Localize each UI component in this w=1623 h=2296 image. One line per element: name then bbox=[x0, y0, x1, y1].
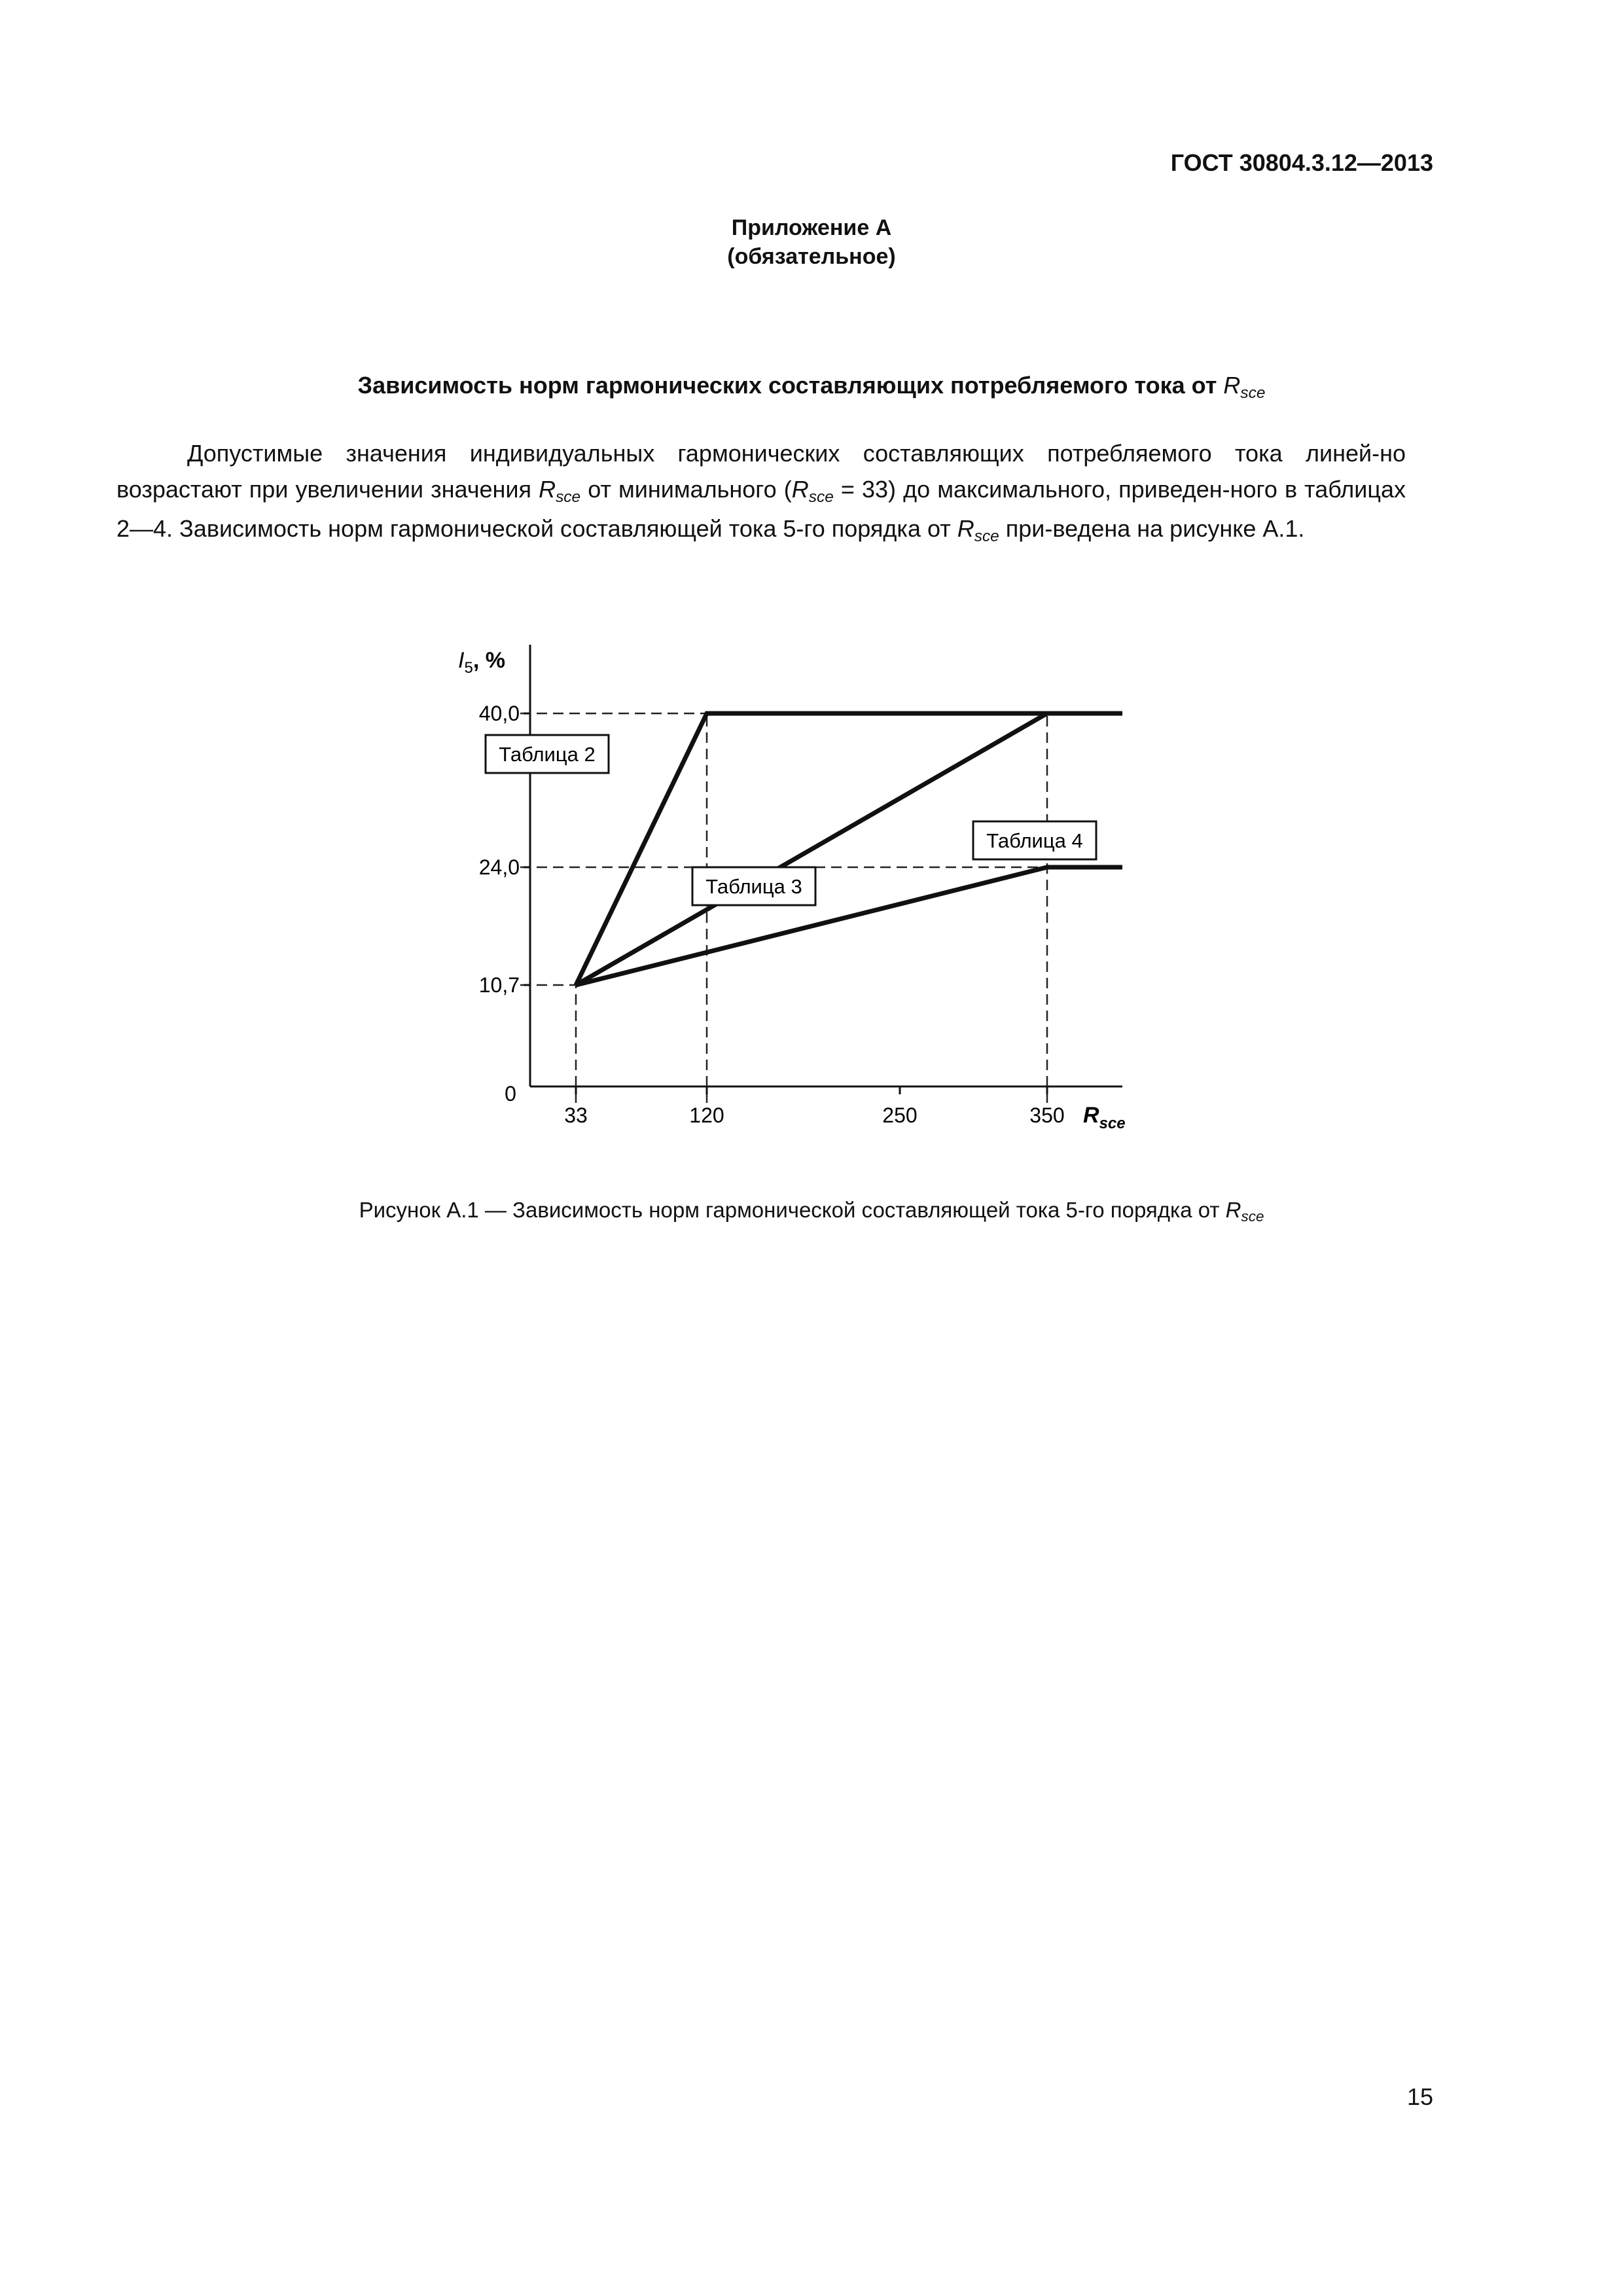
figure-caption-sub: sce bbox=[1241, 1208, 1264, 1225]
document-code: ГОСТ 30804.3.12—2013 bbox=[1170, 149, 1433, 176]
page-number: 15 bbox=[1406, 2083, 1433, 2110]
y-tick-label-10-7: 10,7 bbox=[478, 973, 520, 997]
paragraph-sub-2: sce bbox=[808, 488, 834, 506]
figure-caption-text: Рисунок А.1 — Зависимость норм гармонической составляющей тока 5-го порядка от bbox=[359, 1198, 1226, 1222]
origin-label: 0 bbox=[505, 1082, 516, 1105]
harmonic-limit-chart bbox=[393, 628, 1139, 1152]
figure-caption bbox=[0, 1198, 1623, 1223]
series-line-4 bbox=[576, 867, 1122, 985]
section-heading bbox=[0, 372, 1623, 402]
paragraph-var-1: R bbox=[539, 476, 556, 503]
x-tick-label-250: 250 bbox=[882, 1103, 918, 1127]
series-label-3: Таблица 3 bbox=[705, 875, 802, 898]
body-paragraph bbox=[116, 435, 1406, 550]
series-label-box-3 bbox=[692, 867, 815, 905]
series-label-box-2 bbox=[486, 735, 609, 773]
paragraph-var-2: R bbox=[791, 476, 809, 503]
appendix-header bbox=[0, 213, 1623, 271]
paragraph-text-2: от минимального ( bbox=[580, 476, 792, 503]
paragraph-sub-1: sce bbox=[556, 488, 581, 506]
section-heading-text: Зависимость норм гармонических составляющих потребляемого тока от bbox=[357, 372, 1224, 399]
y-tick-label-24: 24,0 bbox=[478, 855, 520, 879]
section-heading-var: R bbox=[1223, 372, 1241, 399]
series-label-2: Таблица 2 bbox=[499, 743, 596, 766]
x-tick-label-350: 350 bbox=[1029, 1103, 1065, 1127]
paragraph-text-1: Допустимые значения индивидуальных гармонических составляющих потребляемого тока линей-но возрастают при увеличении значения bbox=[116, 440, 1406, 503]
paragraph-var-3: R bbox=[957, 515, 974, 542]
figure-a1 bbox=[393, 628, 1139, 1155]
series-label-box-4 bbox=[973, 821, 1096, 859]
paragraph-text-3: = 33) до максимального, приведен-ного в таблицах 2—4. Зависимость норм гармонической составляющей тока 5-го порядка от bbox=[116, 476, 1406, 542]
appendix-status: (обязательное) bbox=[727, 244, 896, 269]
y-axis-label: $I_5$, % bbox=[458, 648, 505, 677]
section-heading-sub: sce bbox=[1240, 384, 1266, 402]
y-tick-label-40: 40,0 bbox=[478, 702, 520, 725]
appendix-title: Приложение А bbox=[731, 215, 892, 240]
series-label-4: Таблица 4 bbox=[986, 829, 1083, 852]
paragraph-sub-3: sce bbox=[974, 527, 999, 545]
figure-caption-var: R bbox=[1225, 1198, 1241, 1222]
paragraph-text-4: при-ведена на рисунке А.1. bbox=[999, 515, 1305, 542]
x-tick-label-120: 120 bbox=[689, 1103, 724, 1127]
x-tick-label-33: 33 bbox=[564, 1103, 588, 1127]
x-axis-label: $R_{sce}$ bbox=[1083, 1103, 1126, 1132]
